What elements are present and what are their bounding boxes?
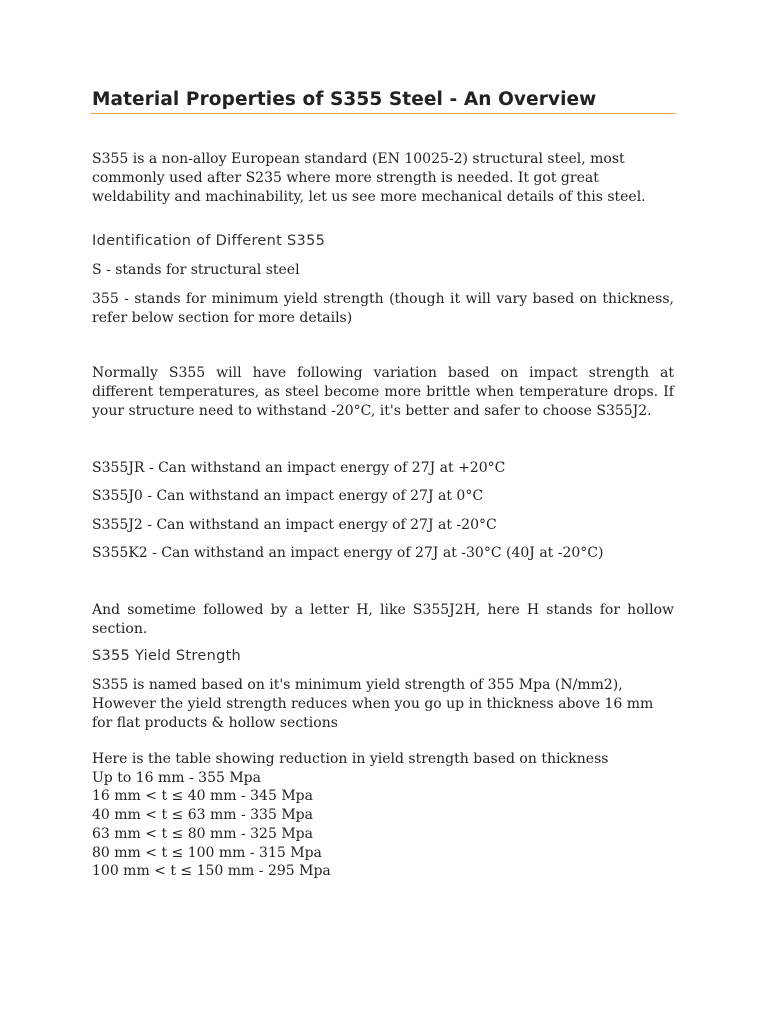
hollow-section-paragraph: And sometime followed by a letter H, like S355J2H, here H stands for hollow section. <box>92 602 674 637</box>
grade-item: S355K2 - Can withstand an impact energy of 27J at -30°C (40J at -20°C) <box>92 545 604 561</box>
yield-strength-description: S355 is named based on it's minimum yield strength of 355 Mpa (N/mm2), However the yield strength reduces when you go up in thickness above 16 mm for flat products & hollow sections <box>92 677 654 731</box>
grade-item: S355JR - Can withstand an impact energy of 27J at +20°C <box>92 460 506 476</box>
table-row: 80 mm < t ≤ 100 mm - 315 Mpa <box>92 844 322 861</box>
grade-item: S355J0 - Can withstand an impact energy of 27J at 0°C <box>92 488 484 504</box>
identification-heading: Identification of Different S355 <box>92 233 326 249</box>
table-row: Up to 16 mm - 355 Mpa <box>92 769 261 786</box>
table-row: 16 mm < t ≤ 40 mm - 345 Mpa <box>92 788 313 805</box>
impact-variation-paragraph: Normally S355 will have following variation based on impact strength at different temperatures, as steel become more brittle when temperature drops. If your structure need to withstand -20°C, it's better and safer to choose S355J2. <box>92 365 674 419</box>
table-row: 100 mm < t ≤ 150 mm - 295 Mpa <box>92 863 331 880</box>
table-row: 63 mm < t ≤ 80 mm - 325 Mpa <box>92 825 313 842</box>
yield-strength-heading: S355 Yield Strength <box>92 648 242 664</box>
page-title: Material Properties of S355 Steel - An Overview <box>92 89 597 110</box>
yield-strength-table <box>92 750 608 881</box>
number-definition-paragraph: 355 - stands for minimum yield strength (though it will vary based on thickness, refer below section for more details) <box>92 291 674 326</box>
table-intro: Here is the table showing reduction in yield strength based on thickness <box>92 751 609 767</box>
title-underline <box>90 113 676 114</box>
intro-paragraph: S355 is a non-alloy European standard (EN 10025-2) structural steel, most commonly used after S235 where more strength is needed. It got great weldability and machinability, let us see more mechanical details of this steel. <box>92 151 646 205</box>
table-row: 40 mm < t ≤ 63 mm - 335 Mpa <box>92 807 313 824</box>
grade-item: S355J2 - Can withstand an impact energy of 27J at -20°C <box>92 517 497 533</box>
s-definition-line: S - stands for structural steel <box>92 262 300 278</box>
